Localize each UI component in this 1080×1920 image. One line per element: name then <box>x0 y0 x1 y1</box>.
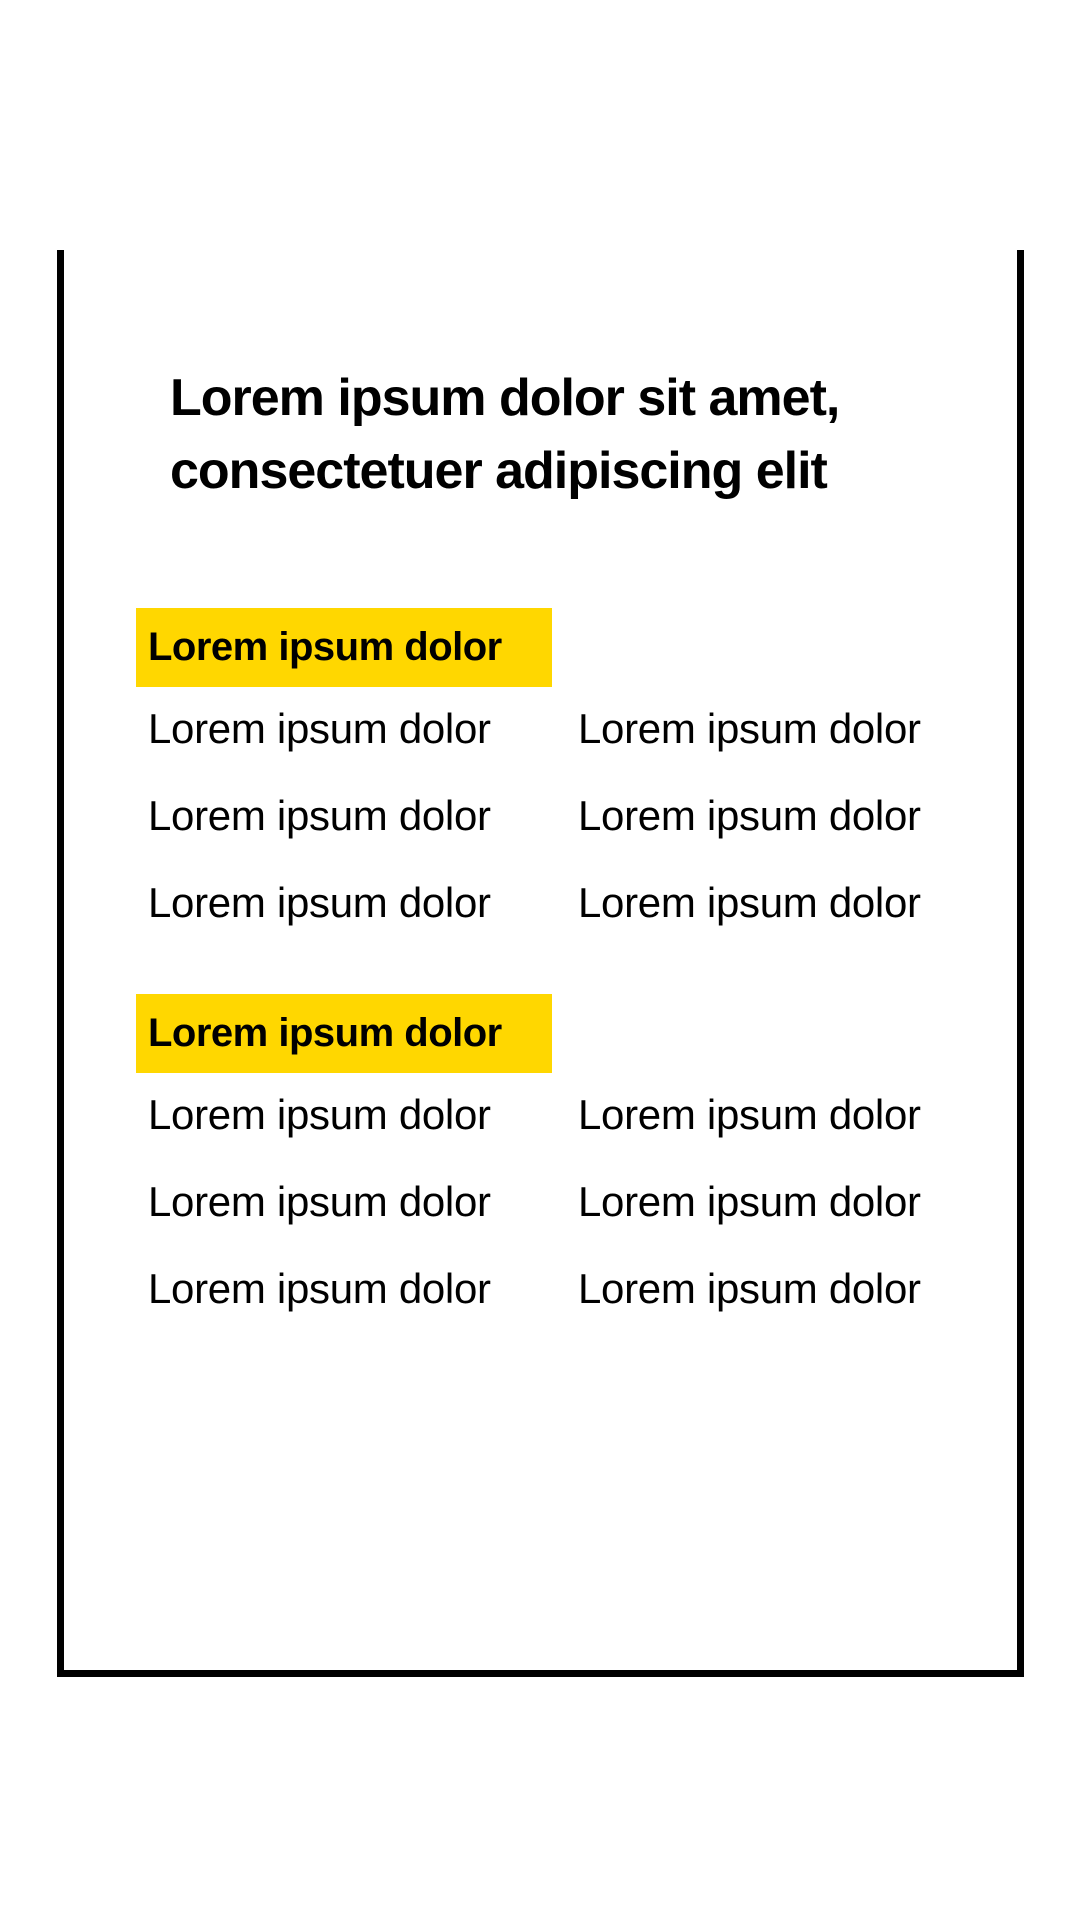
list-item: Lorem ipsum dolor <box>578 1178 921 1225</box>
list-item: Lorem ipsum dolor <box>148 705 491 752</box>
list-item: Lorem ipsum dolor <box>148 1091 491 1138</box>
section-heading: Lorem ipsum dolor <box>136 608 552 687</box>
list-item: Lorem ipsum dolor <box>578 705 921 752</box>
list-item: Lorem ipsum dolor <box>148 879 491 926</box>
title-line-1: Lorem ipsum dolor sit amet, <box>170 369 840 427</box>
page-title <box>170 362 970 508</box>
list-item: Lorem ipsum dolor <box>148 1265 491 1312</box>
section-2 <box>136 994 956 1346</box>
list-item: Lorem ipsum dolor <box>578 1091 921 1138</box>
section-heading: Lorem ipsum dolor <box>136 994 552 1073</box>
list-item: Lorem ipsum dolor <box>578 879 921 926</box>
section-list <box>136 687 956 960</box>
list-item: Lorem ipsum dolor <box>578 1265 921 1312</box>
section-list <box>136 1073 956 1346</box>
section-1 <box>136 608 956 960</box>
list-item: Lorem ipsum dolor <box>148 1178 491 1225</box>
list-item: Lorem ipsum dolor <box>148 792 491 839</box>
title-line-2: consectetuer adipiscing elit <box>170 442 827 500</box>
list-item: Lorem ipsum dolor <box>578 792 921 839</box>
